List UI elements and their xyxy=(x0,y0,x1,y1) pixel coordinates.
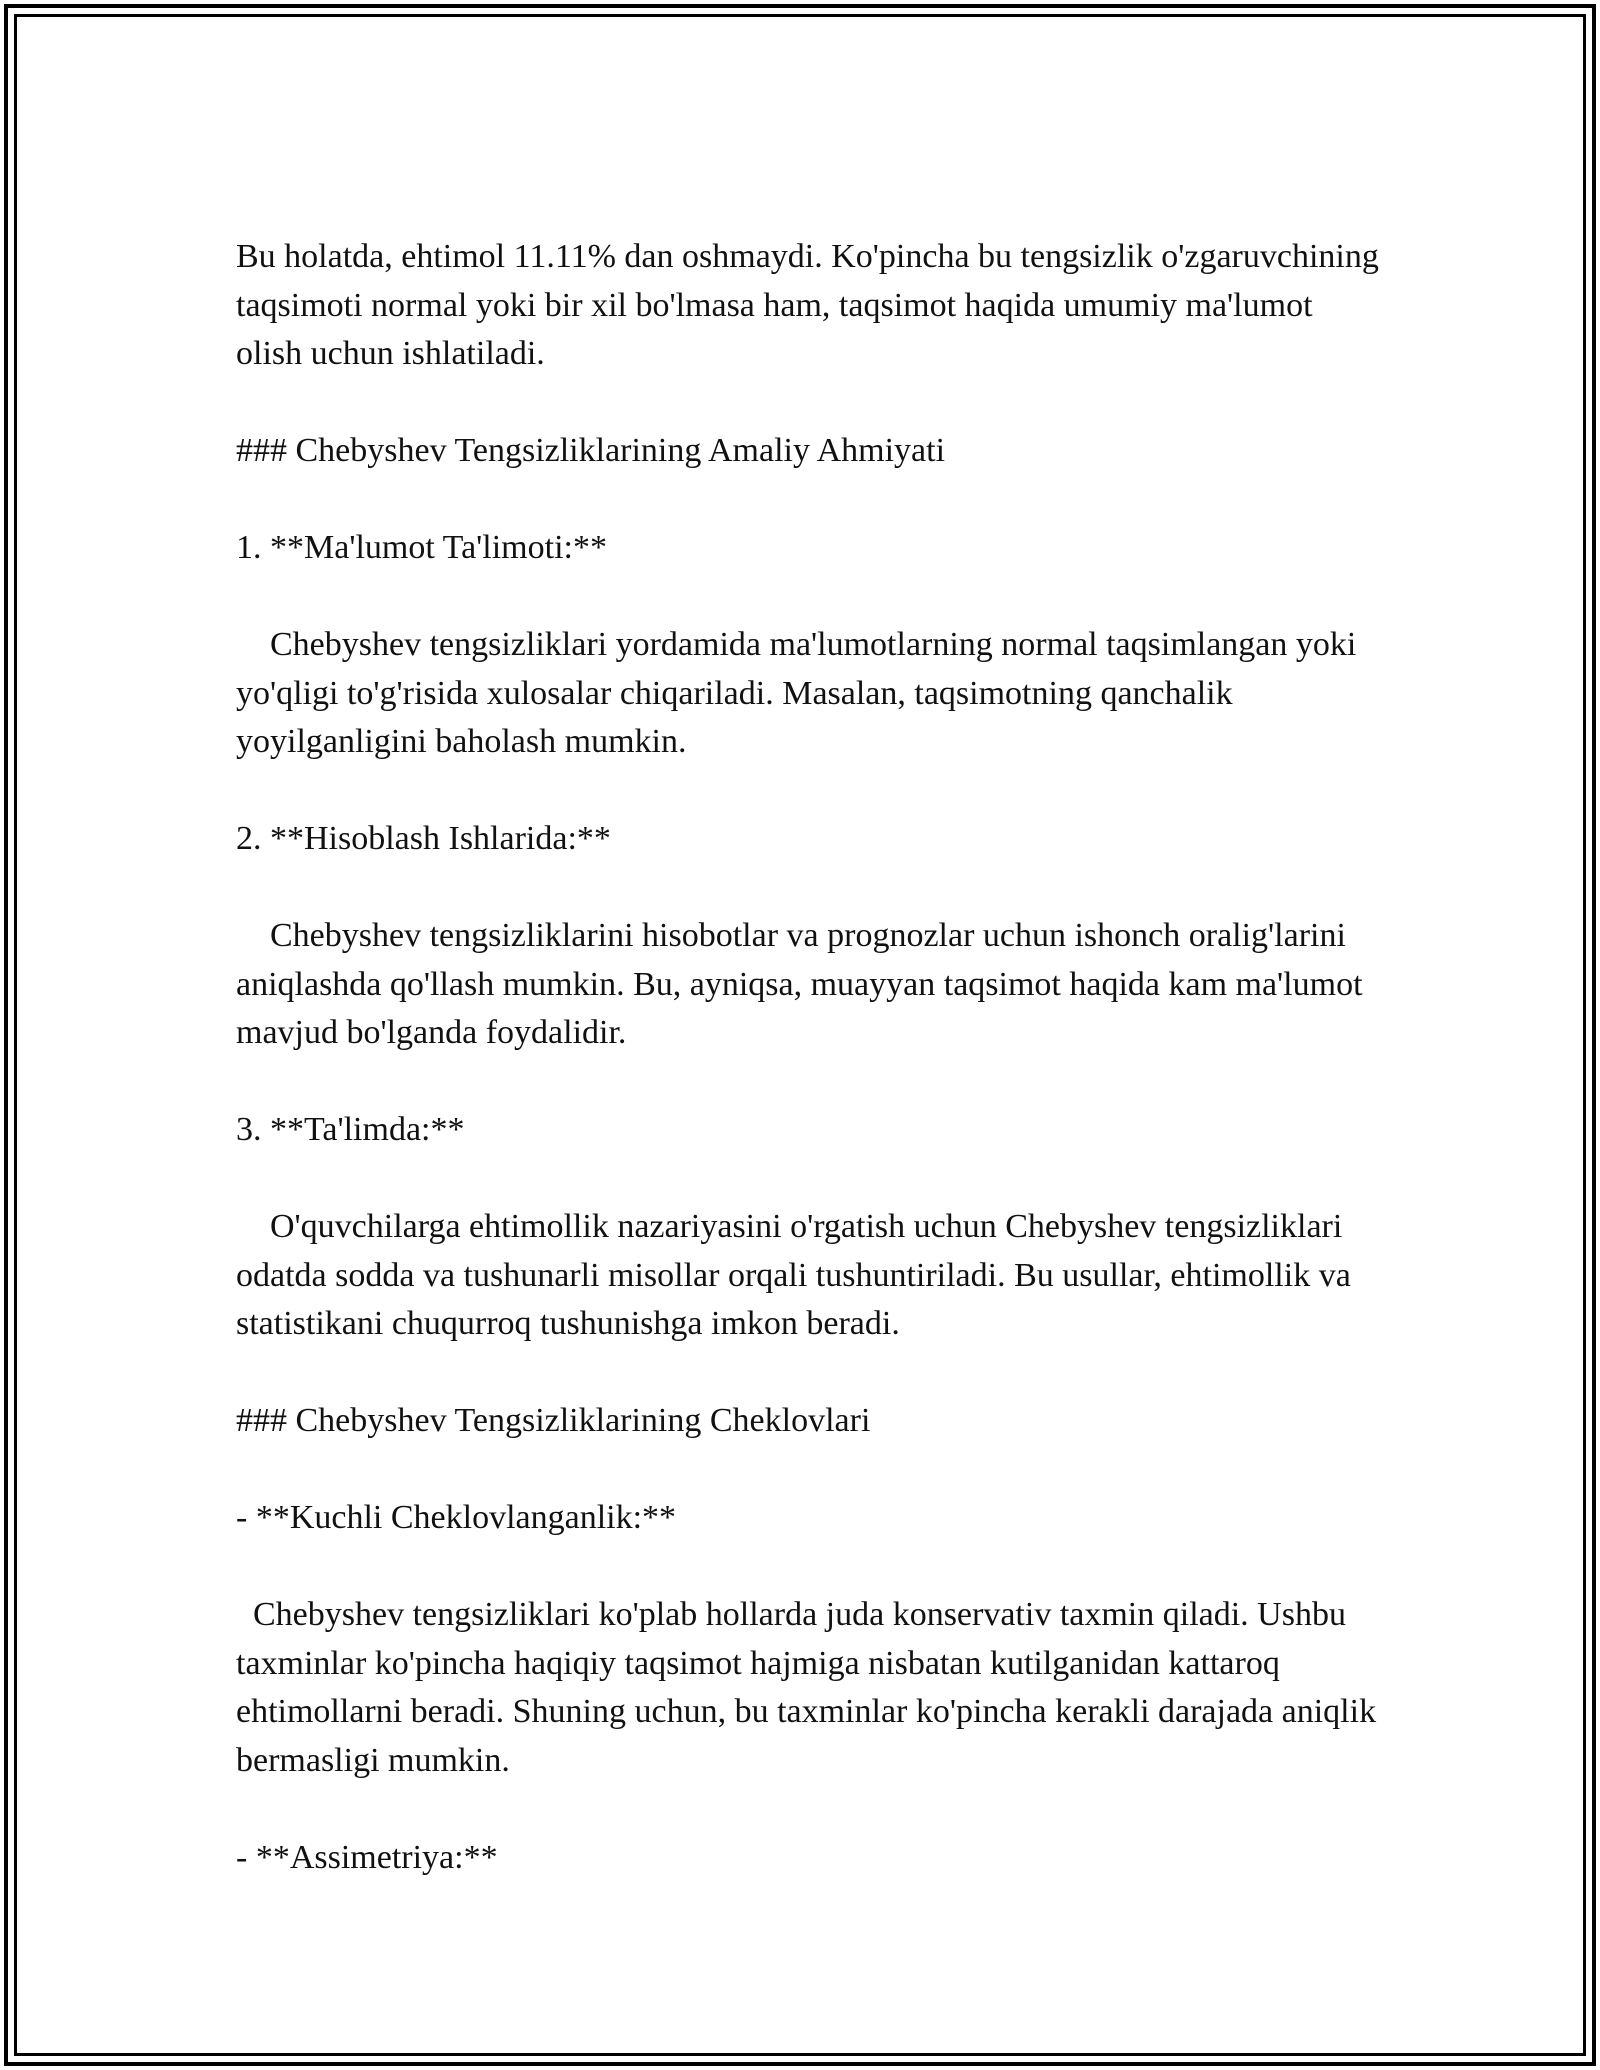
bullet-1-heading: - **Kuchli Cheklovlanganlik:** xyxy=(236,1499,677,1536)
list-item-2-heading: 2. **Hisoblash Ishlarida:** xyxy=(236,820,611,857)
intro-paragraph: Bu holatda, ehtimol 11.11% dan oshmaydi. Ko'pincha bu tengsizlik o'zgaruvchining taqsimoti normal yoki bir xil bo'lmasa ham, taqsimot haqida umumiy ma'lumot olish uchun ishlatiladi. xyxy=(236,238,1388,372)
section-heading-practical-importance: ### Chebyshev Tengsizliklarining Amaliy Ahmiyati xyxy=(236,432,946,469)
list-item-3-body: O'quvchilarga ehtimollik nazariyasini o'rgatish uchun Chebyshev tengsizliklari odatda sodda va tushunarli misollar orqali tushuntiriladi. Bu usullar, ehtimollik va statistikani chuqurroq tushunishga imkon beradi. xyxy=(236,1208,1360,1342)
list-item-1-body: Chebyshev tengsizliklari yordamida ma'lumotlarning normal taqsimlangan yoki yo'qligi to'g'risida xulosalar chiqariladi. Masalan, taqsimotning qanchalik yoyilganligini baholash mumkin. xyxy=(236,626,1365,760)
bullet-2-heading: - **Assimetriya:** xyxy=(236,1838,498,1876)
list-item-1-heading: 1. **Ma'lumot Ta'limoti:** xyxy=(236,529,607,566)
section-heading-limitations: ### Chebyshev Tengsizliklarining Cheklovlari xyxy=(236,1402,871,1439)
list-item-2-body: Chebyshev tengsizliklarini hisobotlar va prognozlar uchun ishonch oralig'larini aniqlashda qo'llash mumkin. Bu, ayniqsa, muayyan taqsimot haqida kam ma'lumot mavjud bo'lganda foydalidir. xyxy=(236,917,1372,1051)
list-item-3-heading: 3. **Ta'limda:** xyxy=(236,1111,465,1148)
document-body xyxy=(236,233,1386,1882)
bullet-1-body: Chebyshev tengsizliklari ko'plab hollarda juda konservativ taxmin qiladi. Ushbu taxminlar ko'pincha haqiqiy taqsimot hajmiga nisbatan kutilganidan kattaroq ehtimollarni beradi. Shuning uchun, bu taxminlar ko'pincha kerakli darajada aniqlik bermasligi mumkin. xyxy=(236,1596,1385,1779)
